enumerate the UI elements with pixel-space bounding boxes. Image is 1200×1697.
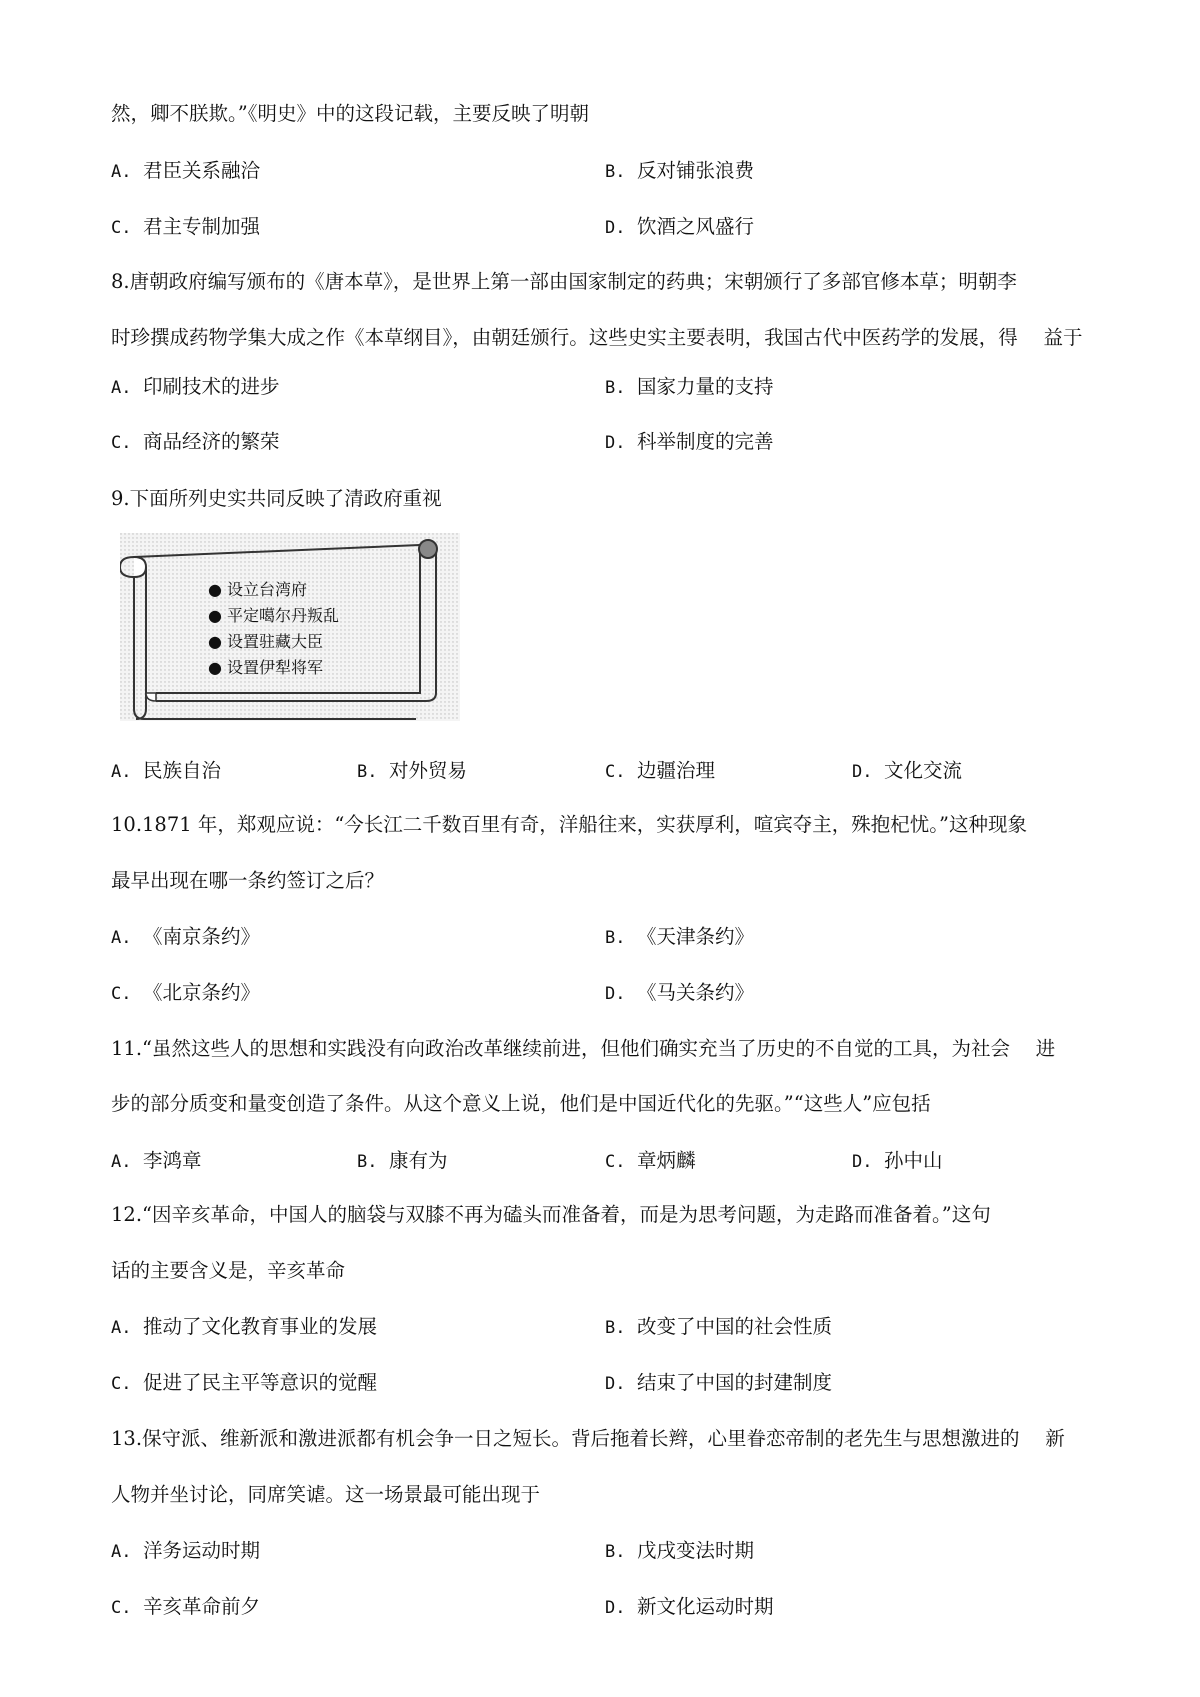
- q9-option-d[interactable]: [852, 758, 962, 785]
- option-text: 文化交流: [884, 759, 963, 782]
- q12-option-b[interactable]: [605, 1314, 832, 1341]
- option-text: 改变了中国的社会性质: [637, 1315, 833, 1338]
- question-11-stem-line-2: 步的部分质变和量变创造了条件。从这个意义上说，他们是中国近代化的先驱。”“这些人”应包括: [111, 1092, 931, 1115]
- option-letter: C.: [111, 218, 132, 238]
- q10-option-b[interactable]: [605, 924, 754, 951]
- option-letter: C.: [111, 433, 132, 453]
- question-9-stem: 9.下面所列史实共同反映了清政府重视: [111, 487, 442, 510]
- option-text: 洋务运动时期: [143, 1539, 261, 1562]
- option-text: 推动了文化教育事业的发展: [143, 1315, 378, 1338]
- scroll-item-text: 设置伊犁将军: [227, 658, 324, 677]
- option-text: 李鸿章: [143, 1149, 202, 1172]
- option-letter: C.: [111, 1374, 132, 1394]
- q11-option-b[interactable]: [357, 1148, 448, 1175]
- option-letter: D.: [852, 762, 873, 782]
- q11-option-d[interactable]: [852, 1148, 943, 1175]
- q8-option-d[interactable]: [605, 429, 774, 456]
- option-letter: C.: [605, 762, 626, 782]
- q12-option-a[interactable]: [111, 1314, 377, 1341]
- option-text: 结束了中国的封建制度: [637, 1371, 833, 1394]
- option-text: 康有为: [389, 1149, 448, 1172]
- question-11-stem-line-1: 11.“虽然这些人的思想和实践没有向政治改革继续前进，但他们确实充当了历史的不自觉的工具，为社会 进: [111, 1037, 1056, 1060]
- q9-option-c[interactable]: [605, 758, 715, 785]
- question-13-stem-line-1: 13.保守派、维新派和激进派都有机会争一日之短长。背后拖着长辫，心里眷恋帝制的老先生与思想激进的 新: [111, 1427, 1065, 1450]
- q8-option-a[interactable]: [111, 374, 280, 401]
- question-10-stem-line-2: 最早出现在哪一条约签订之后？: [111, 869, 385, 892]
- q10-option-d[interactable]: [605, 980, 754, 1007]
- option-letter: A.: [111, 162, 132, 182]
- q9-option-b[interactable]: [357, 758, 467, 785]
- q8-option-c[interactable]: [111, 429, 280, 456]
- q13-option-b[interactable]: [605, 1538, 754, 1565]
- q13-option-d[interactable]: [605, 1594, 774, 1621]
- scroll-illustration: [120, 533, 460, 721]
- scroll-item-text: 设立台湾府: [227, 580, 308, 599]
- option-text: 边疆治理: [637, 759, 716, 782]
- option-letter: A.: [111, 762, 132, 782]
- option-letter: B.: [605, 1318, 626, 1338]
- option-letter: A.: [111, 378, 132, 398]
- option-letter: B.: [605, 162, 626, 182]
- option-letter: B.: [605, 928, 626, 948]
- option-text: 印刷技术的进步: [143, 375, 280, 398]
- scroll-item-3: ● 设置驻藏大臣: [208, 632, 324, 651]
- q10-option-c[interactable]: [111, 980, 260, 1007]
- option-text: 《马关条约》: [637, 981, 755, 1004]
- question-8-stem-line-1: 8.唐朝政府编写颁布的《唐本草》，是世界上第一部由国家制定的药典；宋朝颁行了多部官修本草；明朝李: [111, 270, 1017, 293]
- q12-option-c[interactable]: [111, 1370, 377, 1397]
- q9-option-a[interactable]: [111, 758, 221, 785]
- option-letter: D.: [852, 1152, 873, 1172]
- question-8-stem-line-2: 时珍撰成药物学集大成之作《本草纲目》，由朝廷颁行。这些史实主要表明，我国古代中医药学的发展，得 益于: [111, 326, 1083, 349]
- option-text: 新文化运动时期: [637, 1595, 774, 1618]
- question-12-stem-line-2: 话的主要含义是，辛亥革命: [111, 1259, 346, 1282]
- option-text: 国家力量的支持: [637, 375, 774, 398]
- option-letter: B.: [605, 378, 626, 398]
- q7-option-c[interactable]: [111, 214, 260, 241]
- scroll-item-4: ● 设置伊犁将军: [208, 658, 324, 677]
- option-letter: A.: [111, 928, 132, 948]
- option-text: 民族自治: [143, 759, 222, 782]
- scroll-item-text: 设置驻藏大臣: [227, 632, 324, 651]
- option-text: 孙中山: [884, 1149, 943, 1172]
- option-letter: D.: [605, 984, 626, 1004]
- option-text: 饮酒之风盛行: [637, 215, 755, 238]
- option-letter: D.: [605, 1374, 626, 1394]
- q8-option-b[interactable]: [605, 374, 774, 401]
- option-letter: C.: [111, 984, 132, 1004]
- q7-option-a[interactable]: [111, 158, 260, 185]
- option-letter: C.: [605, 1152, 626, 1172]
- q10-option-a[interactable]: [111, 924, 260, 951]
- q11-option-c[interactable]: [605, 1148, 696, 1175]
- q12-option-d[interactable]: [605, 1370, 832, 1397]
- option-letter: B.: [605, 1542, 626, 1562]
- question-13-stem-line-2: 人物并坐讨论，同席笑谑。这一场景最可能出现于: [111, 1483, 541, 1506]
- option-text: 辛亥革命前夕: [143, 1595, 261, 1618]
- option-letter: D.: [605, 218, 626, 238]
- option-letter: A.: [111, 1318, 132, 1338]
- option-text: 反对铺张浪费: [637, 159, 755, 182]
- question-12-stem-line-1: 12.“因辛亥革命，中国人的脑袋与双膝不再为磕头而准备着，而是为思考问题，为走路而准备着。”这句: [111, 1203, 991, 1226]
- question-10-stem-line-1: 10.1871 年，郑观应说：“今长江二千数百里有奇，洋船往来，实获厚利，喧宾夺主，殊抱杞忧。”这种现象: [111, 813, 1028, 836]
- q7-option-d[interactable]: [605, 214, 754, 241]
- option-text: 《北京条约》: [143, 981, 261, 1004]
- option-text: 科举制度的完善: [637, 430, 774, 453]
- option-text: 戊戌变法时期: [637, 1539, 755, 1562]
- q7-option-b[interactable]: [605, 158, 754, 185]
- scroll-item-text: 平定噶尔丹叛乱: [227, 606, 340, 625]
- option-text: 章炳麟: [637, 1149, 696, 1172]
- option-text: 促进了民主平等意识的觉醒: [143, 1371, 378, 1394]
- option-text: 对外贸易: [389, 759, 468, 782]
- option-letter: B.: [357, 762, 378, 782]
- option-letter: D.: [605, 1598, 626, 1618]
- option-text: 君主专制加强: [143, 215, 261, 238]
- option-text: 《南京条约》: [143, 925, 261, 948]
- scroll-item-2: ● 平定噶尔丹叛乱: [208, 606, 340, 625]
- option-text: 《天津条约》: [637, 925, 755, 948]
- option-letter: D.: [605, 433, 626, 453]
- question-7-stem-end: 然，卿不朕欺。”《明史》中的这段记载，主要反映了明朝: [111, 102, 589, 125]
- option-text: 君臣关系融洽: [143, 159, 261, 182]
- option-letter: A.: [111, 1152, 132, 1172]
- option-letter: C.: [111, 1598, 132, 1618]
- q13-option-c[interactable]: [111, 1594, 260, 1621]
- q13-option-a[interactable]: [111, 1538, 260, 1565]
- scroll-item-1: ● 设立台湾府: [208, 580, 308, 599]
- q11-option-a[interactable]: [111, 1148, 202, 1175]
- option-text: 商品经济的繁荣: [143, 430, 280, 453]
- option-letter: B.: [357, 1152, 378, 1172]
- option-letter: A.: [111, 1542, 132, 1562]
